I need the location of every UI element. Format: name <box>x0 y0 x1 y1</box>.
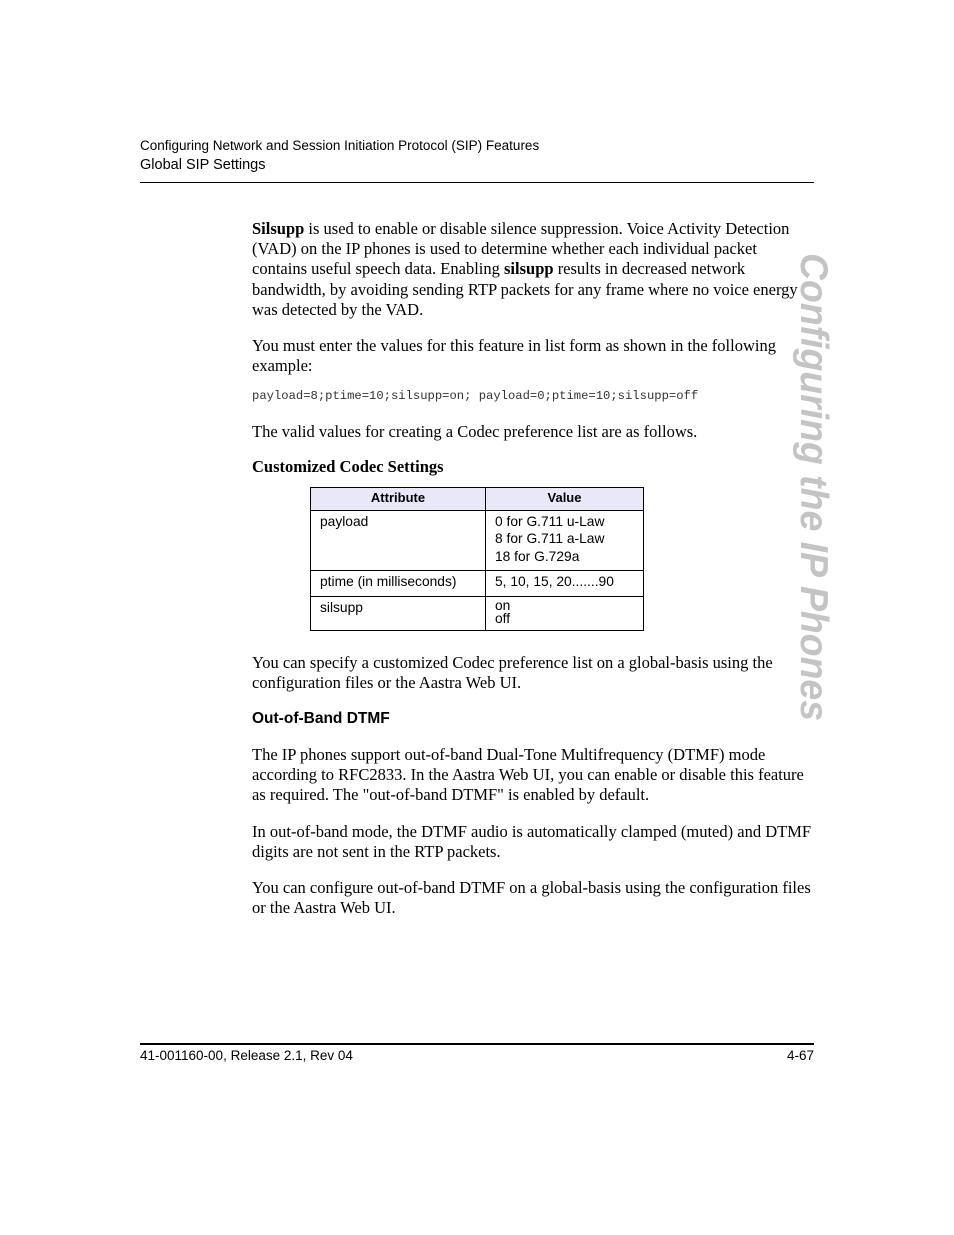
section-title: Global SIP Settings <box>140 157 266 173</box>
table-row <box>311 571 644 597</box>
table-header-row <box>311 487 644 510</box>
value-cell <box>486 596 644 630</box>
table-row <box>311 510 644 571</box>
paragraph-dtmf-clamped: In out-of-band mode, the DTMF audio is automatically clamped (muted) and DTMF digits are not sent in the RTP packets. <box>252 821 812 861</box>
paragraph-dtmf-support: The IP phones support out-of-band Dual-Tone Multifrequency (DTMF) mode according to RFC2833. In the Aastra Web UI, you can enable or disable this feature as required. The "out-of-band DTMF" is enabled by default. <box>252 745 804 805</box>
attribute-cell: silsupp <box>311 596 486 630</box>
value-line: on <box>495 597 511 613</box>
paragraph-global-basis: You can specify a customized Codec preference list on a global-basis using the configuration files or the Aastra Web UI. <box>252 652 773 692</box>
column-header-value: Value <box>486 487 644 510</box>
table-row <box>311 596 644 630</box>
paragraph-dtmf-configure: You can configure out-of-band DTMF on a global-basis using the configuration files or the Aastra Web UI. <box>252 878 811 918</box>
value-line: 0 for G.711 u-Law <box>495 513 605 529</box>
attribute-cell: ptime (in milliseconds) <box>311 571 486 597</box>
footer-divider <box>140 1043 814 1045</box>
table-caption: Customized Codec Settings <box>252 456 444 476</box>
header-divider <box>140 182 814 183</box>
paragraph-silsupp <box>252 219 814 320</box>
paragraph-text: results in decreased network bandwidth, by avoiding sending RTP packets for any frame where no voice energy was detected by the VAD. <box>252 259 798 319</box>
value-line: 5, 10, 15, 20.......90 <box>495 574 614 590</box>
main-content <box>252 219 814 934</box>
running-footer <box>140 1048 814 1063</box>
subheading-out-of-band-dtmf: Out-of-Band DTMF <box>252 710 390 728</box>
chapter-title: Configuring Network and Session Initiation Protocol (SIP) Features <box>140 138 540 153</box>
value-cell <box>486 510 644 571</box>
value-line: 18 for G.729a <box>495 548 580 564</box>
column-header-attribute: Attribute <box>311 487 486 510</box>
document-id: 41-001160-00, Release 2.1, Rev 04 <box>140 1048 353 1063</box>
value-line: off <box>495 610 511 626</box>
value-cell <box>486 571 644 597</box>
paragraph-list-form: You must enter the values for this feature in list form as shown in the following example: <box>252 336 776 376</box>
paragraph-text: is used to enable or disable silence suppression. Voice Activity Detection (VAD) on the IP phones is used to determine whether each individual packet contains useful speech data. Enabling <box>252 219 790 279</box>
codec-settings-table <box>310 487 644 631</box>
running-header <box>140 137 814 175</box>
value-line: 8 for G.711 a-Law <box>495 531 605 547</box>
page-number: 4-67 <box>786 1048 814 1063</box>
code-example: payload=8;ptime=10;silsupp=on; payload=0;ptime=10;silsupp=off <box>252 389 699 404</box>
term-silsupp: Silsupp <box>252 219 305 238</box>
side-tab-text: Configuring the IP Phones <box>791 253 835 742</box>
paragraph-valid-values: The valid values for creating a Codec preference list are as follows. <box>252 422 698 442</box>
attribute-cell: payload <box>311 510 486 571</box>
term-silsupp-inline: silsupp <box>504 259 554 279</box>
chapter-side-tab <box>791 253 867 742</box>
